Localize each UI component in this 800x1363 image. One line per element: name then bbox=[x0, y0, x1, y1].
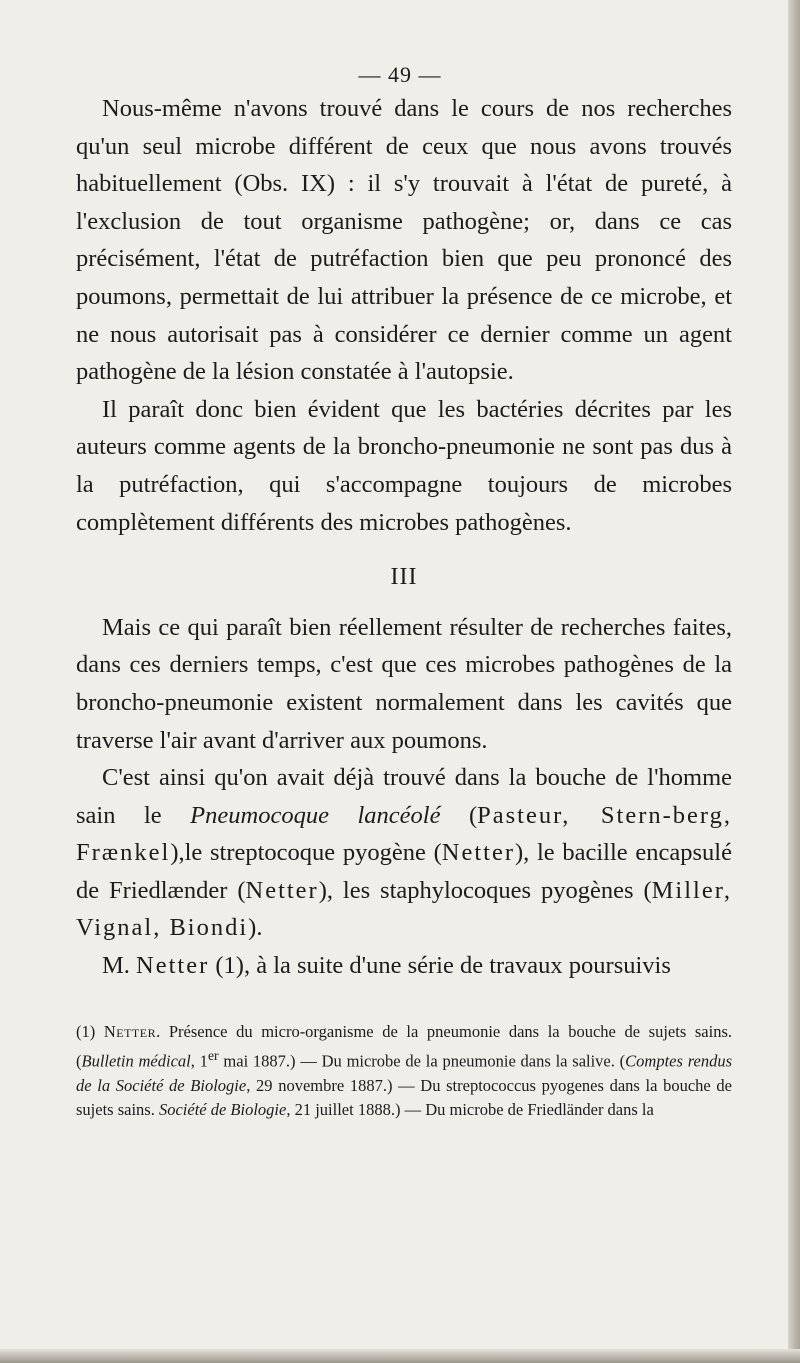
footnote-marker: (1) bbox=[76, 1022, 104, 1041]
paragraph-4 bbox=[76, 759, 732, 947]
page-number: — 49 — bbox=[358, 62, 442, 87]
author-names: Miller, Vignal, Biondi bbox=[76, 876, 732, 942]
journal-title: Bulletin médical bbox=[81, 1051, 191, 1071]
author-names: Pasteur, Stern-berg, Frænkel bbox=[76, 801, 732, 867]
main-text bbox=[76, 90, 732, 985]
journal-title: Comptes rendus de la Société de Biologie bbox=[76, 1051, 732, 1095]
footnote-text: mai 1887.) — Du microbe de la pneumonie dans la salive. ( bbox=[218, 1051, 626, 1071]
footnote-text: . Présence du micro-organisme de la pneumonie dans la bouche de sujets sains. ( bbox=[76, 1022, 732, 1071]
page-bottom-shadow bbox=[0, 1349, 800, 1363]
footnote-author: Netter bbox=[103, 1022, 157, 1041]
journal-title: Société de Biologie bbox=[158, 1099, 287, 1119]
author-name: Netter bbox=[245, 876, 319, 904]
footnote-text: , 29 novembre 1887.) — Du streptococcus pyogenes dans la bouche de sujets sains. bbox=[76, 1075, 732, 1119]
text-run: C'est ainsi qu'on avait déjà trouvé dans la bouche de l'homme sain le bbox=[76, 764, 732, 829]
text-run: M. bbox=[102, 952, 137, 980]
author-name: Netter bbox=[136, 952, 210, 980]
text-run: ), les staphylocoques pyogènes ( bbox=[318, 876, 652, 904]
ordinal-suffix: er bbox=[207, 1048, 219, 1063]
page-edge-shadow bbox=[788, 0, 800, 1363]
author-name: Netter bbox=[441, 839, 515, 867]
text-run: (1), à la suite d'une série de travaux poursuivis bbox=[209, 952, 671, 980]
section-heading: III bbox=[390, 564, 418, 591]
text-run: ),le streptocoque pyogène ( bbox=[170, 839, 442, 867]
paragraph-5 bbox=[76, 947, 732, 985]
footnote-text: , 21 juillet 1888.) — Du microbe de Friedländer dans la bbox=[286, 1099, 654, 1119]
footnote-text: , 1 bbox=[190, 1051, 208, 1071]
species-name: Pneumocoque lancéolé bbox=[190, 801, 441, 829]
footnote bbox=[76, 1020, 732, 1122]
paragraph-2: Il paraît donc bien évident que les bactéries décrites par les auteurs comme agents de la broncho-pneumonie ne sont pas dus à la putréfaction, qui s'accompagne toujours de microbes complètement différents des microbes pathogènes. bbox=[76, 395, 732, 536]
text-run: ), le bacille encapsulé de Friedlænder ( bbox=[76, 839, 732, 904]
text-run: ). bbox=[248, 914, 263, 942]
paragraph-3: Mais ce qui paraît bien réellement résulter de recherches faites, dans ces derniers temps, c'est que ces microbes pathogènes de la broncho-pneumonie existent normalement dans les cavités que traverse l'air avant d'arriver aux poumons. bbox=[76, 613, 732, 754]
text-run: ( bbox=[440, 801, 478, 829]
paragraph-1: Nous-même n'avons trouvé dans le cours de nos recherches qu'un seul microbe différent de ceux que nous avons trouvés habituellement (Obs. IX) : il s'y trouvait à l'état de pureté, à l'exclusion de tout organisme pathogène; or, dans ce cas précisément, l'état de putréfaction bien que peu prononcé des poumons, permettait de lui attribuer la présence de ce microbe, et ne nous autorisait pas à considérer ce dernier comme un agent pathogène de la lésion constatée à l'autopsie. bbox=[76, 95, 732, 386]
